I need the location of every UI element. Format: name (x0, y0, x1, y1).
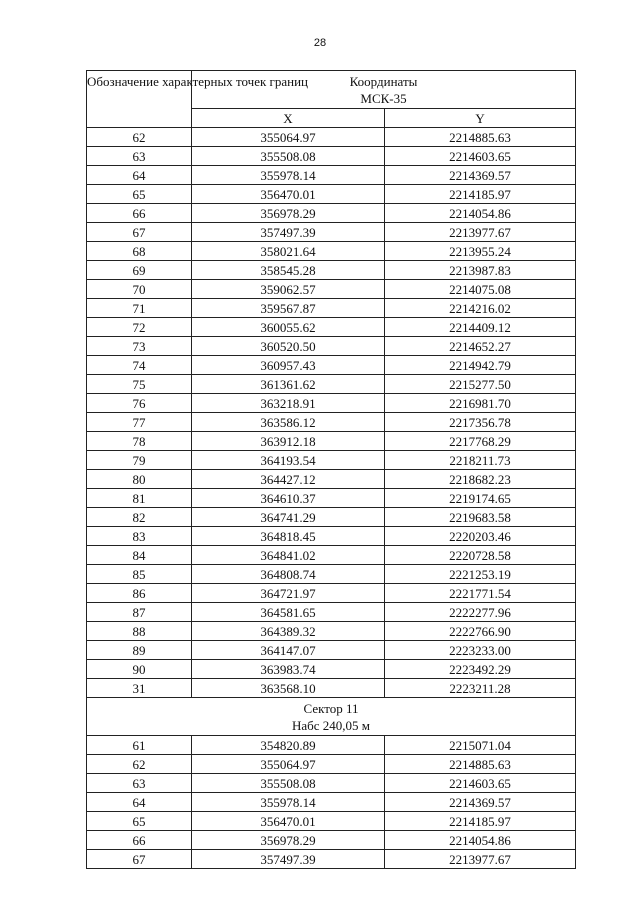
table-row (87, 128, 576, 147)
x-coordinate-cell: 360055.62 (192, 318, 385, 337)
y-coordinate-cell: 2214054.86 (385, 204, 576, 223)
table-row (87, 318, 576, 337)
table-row (87, 831, 576, 850)
y-coordinate-cell: 2213977.67 (385, 223, 576, 242)
point-number-cell: 75 (87, 375, 192, 394)
table-row (87, 147, 576, 166)
point-number-cell: 84 (87, 546, 192, 565)
point-number-cell: 81 (87, 489, 192, 508)
point-number-cell: 74 (87, 356, 192, 375)
point-number-cell: 71 (87, 299, 192, 318)
point-number-cell: 90 (87, 660, 192, 679)
table-row (87, 527, 576, 546)
x-coordinate-cell: 363983.74 (192, 660, 385, 679)
point-number-cell: 76 (87, 394, 192, 413)
table-row (87, 451, 576, 470)
x-coordinate-cell: 359567.87 (192, 299, 385, 318)
y-coordinate-cell: 2217768.29 (385, 432, 576, 451)
x-coordinate-cell: 364741.29 (192, 508, 385, 527)
x-coordinate-cell: 355978.14 (192, 166, 385, 185)
x-coordinate-cell: 355508.08 (192, 147, 385, 166)
table-row (87, 394, 576, 413)
table-row (87, 622, 576, 641)
table-row (87, 641, 576, 660)
table-row (87, 337, 576, 356)
point-number-cell: 64 (87, 166, 192, 185)
point-number-cell: 73 (87, 337, 192, 356)
y-coordinate-cell: 2215277.50 (385, 375, 576, 394)
table-row (87, 660, 576, 679)
table-row (87, 470, 576, 489)
point-number-cell: 65 (87, 185, 192, 204)
x-coordinate-cell: 363568.10 (192, 679, 385, 698)
point-number-cell: 87 (87, 603, 192, 622)
x-coordinate-cell: 356470.01 (192, 812, 385, 831)
sector-title: Сектор 11 (303, 700, 359, 716)
point-number-cell: 88 (87, 622, 192, 641)
x-column-header: X (192, 109, 385, 128)
point-number-cell: 68 (87, 242, 192, 261)
point-number-cell: 89 (87, 641, 192, 660)
x-coordinate-cell: 364581.65 (192, 603, 385, 622)
table-row (87, 223, 576, 242)
x-coordinate-cell: 357497.39 (192, 223, 385, 242)
table-row (87, 755, 576, 774)
table-row (87, 565, 576, 584)
y-coordinate-cell: 2223233.00 (385, 641, 576, 660)
point-number-cell: 63 (87, 774, 192, 793)
table-row (87, 603, 576, 622)
sector-height: Набс 240,05 м (291, 717, 371, 733)
x-coordinate-cell: 363218.91 (192, 394, 385, 413)
y-coordinate-cell: 2214885.63 (385, 755, 576, 774)
y-coordinate-cell: 2214054.86 (385, 831, 576, 850)
y-coordinate-cell: 2219174.65 (385, 489, 576, 508)
x-coordinate-cell: 364147.07 (192, 641, 385, 660)
y-coordinate-cell: 2218211.73 (385, 451, 576, 470)
y-coordinate-cell: 2214652.27 (385, 337, 576, 356)
y-coordinate-cell: 2221771.54 (385, 584, 576, 603)
point-number-cell: 82 (87, 508, 192, 527)
table-row (87, 356, 576, 375)
x-coordinate-cell: 361361.62 (192, 375, 385, 394)
x-coordinate-cell: 363586.12 (192, 413, 385, 432)
y-coordinate-cell: 2223211.28 (385, 679, 576, 698)
x-coordinate-cell: 364610.37 (192, 489, 385, 508)
y-coordinate-cell: 2213977.67 (385, 850, 576, 869)
table-row (87, 793, 576, 812)
table-row (87, 546, 576, 565)
table-row (87, 204, 576, 223)
x-coordinate-cell: 364427.12 (192, 470, 385, 489)
table-row (87, 166, 576, 185)
x-coordinate-cell: 355064.97 (192, 755, 385, 774)
table-row (87, 736, 576, 755)
y-coordinate-cell: 2219683.58 (385, 508, 576, 527)
x-coordinate-cell: 355978.14 (192, 793, 385, 812)
y-coordinate-cell: 2214075.08 (385, 280, 576, 299)
y-coordinate-cell: 2214369.57 (385, 166, 576, 185)
point-number-cell: 66 (87, 831, 192, 850)
rows-group-a (87, 128, 576, 698)
table-row (87, 584, 576, 603)
x-coordinate-cell: 359062.57 (192, 280, 385, 299)
rows-group-b (87, 736, 576, 869)
y-coordinate-cell: 2222277.96 (385, 603, 576, 622)
x-coordinate-cell: 364721.97 (192, 584, 385, 603)
x-coordinate-cell: 358021.64 (192, 242, 385, 261)
point-number-cell: 69 (87, 261, 192, 280)
y-coordinate-cell: 2214603.65 (385, 774, 576, 793)
y-column-header: Y (385, 109, 576, 128)
x-coordinate-cell: 356470.01 (192, 185, 385, 204)
y-coordinate-cell: 2220203.46 (385, 527, 576, 546)
coordinates-title: Координаты (349, 73, 418, 89)
point-number-cell: 70 (87, 280, 192, 299)
y-coordinate-cell: 2214369.57 (385, 793, 576, 812)
x-coordinate-cell: 360957.43 (192, 356, 385, 375)
point-number-cell: 31 (87, 679, 192, 698)
x-coordinate-cell: 356978.29 (192, 204, 385, 223)
table-row (87, 185, 576, 204)
table-row (87, 413, 576, 432)
point-number-cell: 65 (87, 812, 192, 831)
page-number: 28 (313, 37, 327, 49)
coordinate-system: МСК-35 (360, 90, 407, 106)
y-coordinate-cell: 2214409.12 (385, 318, 576, 337)
y-coordinate-cell: 2214885.63 (385, 128, 576, 147)
table-row (87, 850, 576, 869)
point-number-cell: 83 (87, 527, 192, 546)
x-coordinate-cell: 364193.54 (192, 451, 385, 470)
x-coordinate-cell: 364389.32 (192, 622, 385, 641)
x-coordinate-cell: 358545.28 (192, 261, 385, 280)
sector-cell (87, 698, 576, 736)
x-coordinate-cell: 356978.29 (192, 831, 385, 850)
point-number-cell: 67 (87, 850, 192, 869)
point-number-cell: 77 (87, 413, 192, 432)
point-number-cell: 62 (87, 128, 192, 147)
table-row (87, 508, 576, 527)
x-coordinate-cell: 364818.45 (192, 527, 385, 546)
table-row (87, 432, 576, 451)
point-number-cell: 80 (87, 470, 192, 489)
x-coordinate-cell: 364841.02 (192, 546, 385, 565)
y-coordinate-cell: 2214185.97 (385, 812, 576, 831)
y-coordinate-cell: 2214185.97 (385, 185, 576, 204)
point-number-cell: 62 (87, 755, 192, 774)
table-row (87, 261, 576, 280)
y-coordinate-cell: 2216981.70 (385, 394, 576, 413)
table-row (87, 812, 576, 831)
x-coordinate-cell: 355508.08 (192, 774, 385, 793)
table-row (87, 679, 576, 698)
table-row (87, 242, 576, 261)
point-number-cell: 67 (87, 223, 192, 242)
point-number-cell: 78 (87, 432, 192, 451)
y-coordinate-cell: 2215071.04 (385, 736, 576, 755)
point-number-cell: 63 (87, 147, 192, 166)
y-coordinate-cell: 2220728.58 (385, 546, 576, 565)
y-coordinate-cell: 2214216.02 (385, 299, 576, 318)
table-row (87, 774, 576, 793)
y-coordinate-cell: 2222766.90 (385, 622, 576, 641)
point-number-cell: 61 (87, 736, 192, 755)
point-number-cell: 64 (87, 793, 192, 812)
coordinates-table (86, 70, 576, 869)
sector-row (87, 698, 576, 736)
y-coordinate-cell: 2223492.29 (385, 660, 576, 679)
y-coordinate-cell: 2217356.78 (385, 413, 576, 432)
y-coordinate-cell: 2213955.24 (385, 242, 576, 261)
point-number-cell: 66 (87, 204, 192, 223)
table-row (87, 280, 576, 299)
x-coordinate-cell: 355064.97 (192, 128, 385, 147)
point-number-cell: 86 (87, 584, 192, 603)
point-number-cell: 85 (87, 565, 192, 584)
point-number-cell: 72 (87, 318, 192, 337)
y-coordinate-cell: 2213987.83 (385, 261, 576, 280)
x-coordinate-cell: 360520.50 (192, 337, 385, 356)
table-row (87, 299, 576, 318)
y-coordinate-cell: 2214603.65 (385, 147, 576, 166)
table-row (87, 375, 576, 394)
table-row (87, 489, 576, 508)
y-coordinate-cell: 2214942.79 (385, 356, 576, 375)
sector-header-group (87, 698, 576, 736)
y-coordinate-cell: 2218682.23 (385, 470, 576, 489)
designation-header: Обозначение характерных точек границ (87, 71, 192, 128)
x-coordinate-cell: 364808.74 (192, 565, 385, 584)
x-coordinate-cell: 363912.18 (192, 432, 385, 451)
point-number-cell: 79 (87, 451, 192, 470)
x-coordinate-cell: 357497.39 (192, 850, 385, 869)
x-coordinate-cell: 354820.89 (192, 736, 385, 755)
y-coordinate-cell: 2221253.19 (385, 565, 576, 584)
